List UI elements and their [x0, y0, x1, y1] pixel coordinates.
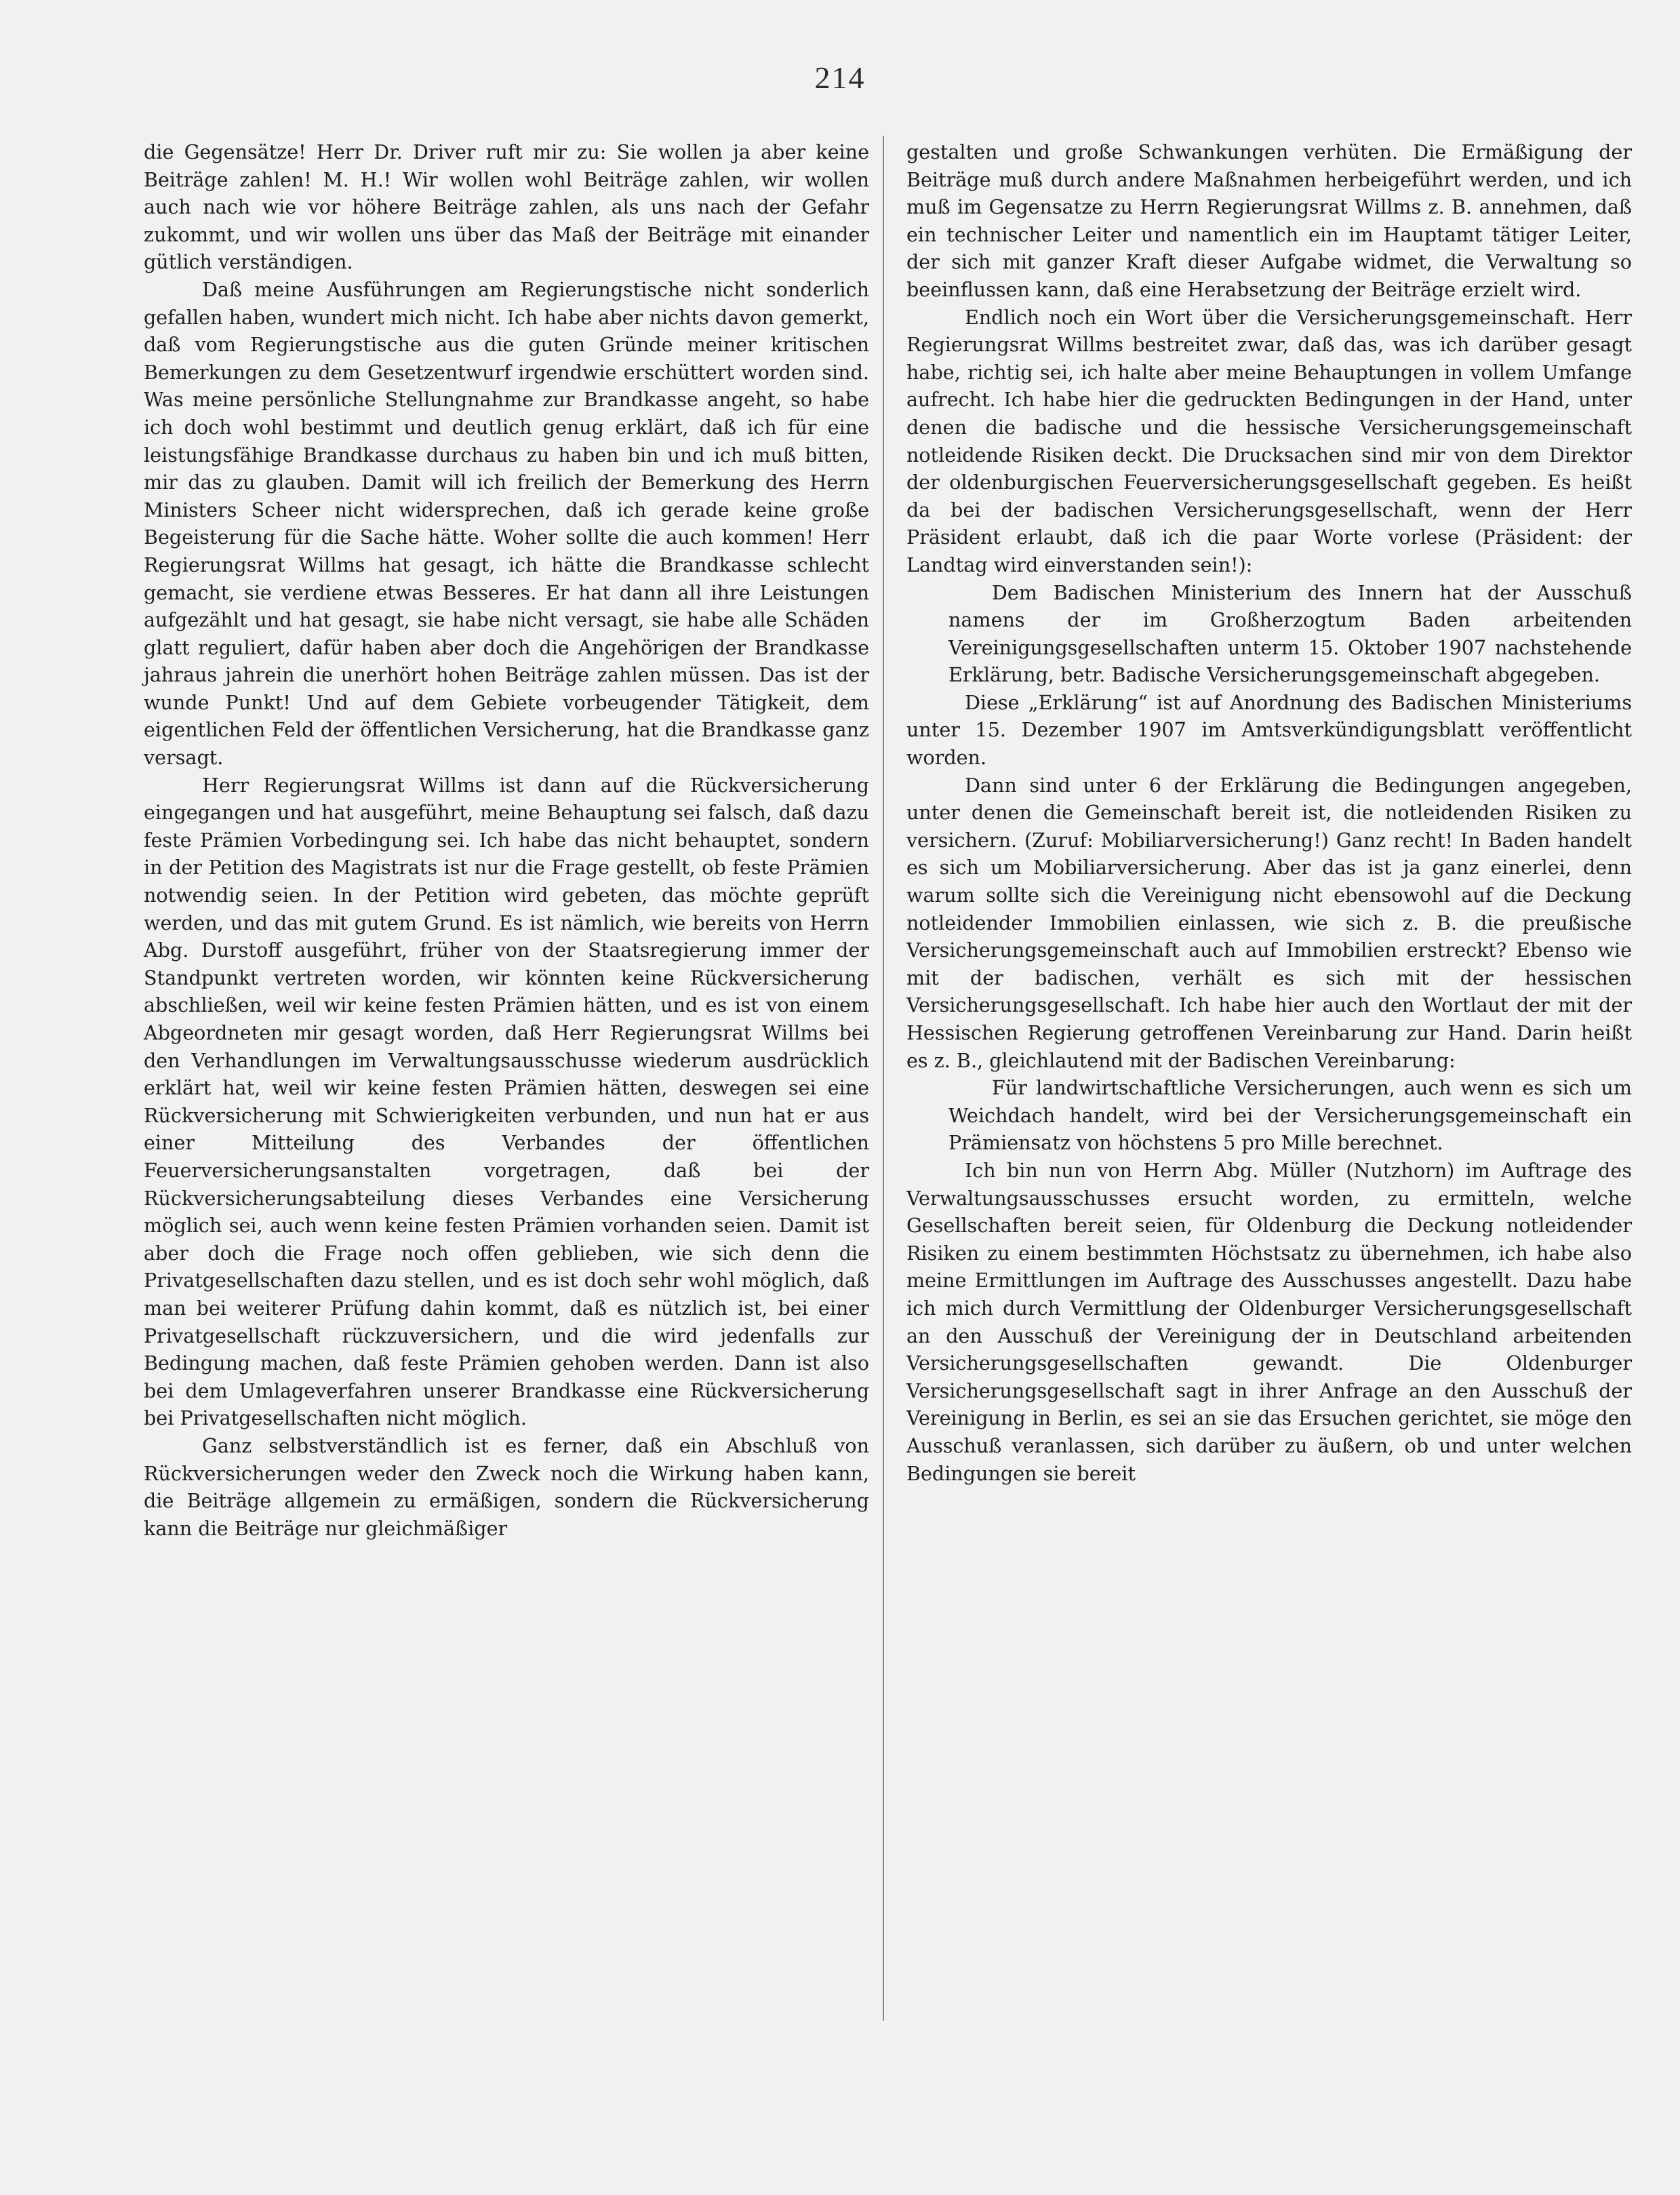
quoted-paragraph: Dem Badischen Ministerium des Innern hat der Ausschuß namens der im Großherzogtum Baden arbeitenden Vereinigungsgesellschaften unterm 15. Oktober 1907 nachstehende Erklärung, betr. Badische Versicherungsgemeinschaft abgegeben. [948, 580, 1632, 687]
paragraph: Dann sind unter 6 der Erklärung die Bedingungen angegeben, unter denen die Gemeinschaft bereit ist, die notleidenden Risiken zu versichern. (Zuruf: Mobiliarversicherung!) Ganz recht! In Baden handelt es sich um Mobiliarversicherung. Aber das ist ja ganz einerlei, denn warum sollte sich die Vereinigung nicht ebensowohl auf die Deckung notleidender Immobilien einlassen, wie sich z. B. die preußische Versicherungsgemeinschaft auch auf Immobilien erstreckt? Ebenso wie mit der badischen, verhält es sich mit der hessischen Versicherungsgesellschaft. Ich habe hier auch den Wortlaut der mit der Hessischen Regierung getroffenen Vereinbarung zur Hand. Darin heißt es z. B., gleichlautend mit der Badischen Vereinbarung: [906, 773, 1632, 1072]
paragraph: Endlich noch ein Wort über die Versicherungsgemeinschaft. Herr Regierungsrat Willms bestreitet zwar, daß das, was ich darüber gesagt habe, richtig sei, ich halte aber meine Behauptungen in vollem Umfange aufrecht. Ich habe hier die gedruckten Bedingungen in der Hand, unter denen die badische und die hessische Versicherungsgemeinschaft notleidende Risiken deckt. Die Drucksachen sind mir von dem Direktor der oldenburgischen Feuerversicherungsgesellschaft gegeben. Es heißt da bei der badischen Versicherungsgesellschaft, wenn der Herr Präsident erlaubt, daß ich die paar Worte vorlese (Präsident: der Landtag wird einverstanden sein!): [906, 305, 1632, 576]
quoted-paragraph: Für landwirtschaftliche Versicherungen, auch wenn es sich um Weichdach handelt, wird bei der Versicherungsgemeinschaft ein Prämiensatz von höchstens 5 pro Mille berechnet. [948, 1076, 1632, 1155]
left-text-column [144, 138, 869, 1542]
paragraph: Herr Regierungsrat Willms ist dann auf die Rückversicherung eingegangen und hat ausgeführt, meine Behauptung sei falsch, daß dazu feste Prämien Vorbedingung sei. Ich habe das nicht behauptet, sondern in der Petition des Magistrats ist nur die Frage gestellt, ob feste Prämien notwendig seien. In der Petition wird gebeten, das möchte geprüft werden, und das mit gutem Grund. Es ist nämlich, wie bereits von Herrn Abg. Durstoff ausgeführt, früher von der Staatsregierung immer der Standpunkt vertreten worden, wir könnten keine Rückversicherung abschließen, weil wir keine festen Prämien hätten, und es ist von einem Abgeordneten mir gesagt worden, daß Herr Regierungsrat Willms bei den Verhandlungen im Verwaltungsausschusse wiederum ausdrücklich erklärt hat, weil wir keine festen Prämien hätten, deswegen sei eine Rückversicherung mit Schwierigkeiten verbunden, und nun hat er aus einer Mitteilung des Verbandes der öffentlichen Feuerversicherungsanstalten vorgetragen, daß bei der Rückversicherungsabteilung dieses Verbandes eine Versicherung möglich sei, auch wenn keine festen Prämien vorhanden seien. Damit ist aber doch die Frage noch offen geblieben, wie sich denn die Privatgesellschaften dazu stellen, und es ist doch sehr wohl möglich, daß man bei weiterer Prüfung dahin kommt, daß es nützlich ist, bei einer Privatgesellschaft rückzuversichern, und die wird jedenfalls zur Bedingung machen, daß feste Prämien gehoben werden. Dann ist also bei dem Umlageverfahren unserer Brandkasse eine Rückversicherung bei Privatgesellschaften nicht möglich. [144, 773, 869, 1430]
paragraph: Ganz selbstverständlich ist es ferner, daß ein Abschluß von Rückversicherungen weder den Zweck noch die Wirkung haben kann, die Beiträge allgemein zu ermäßigen, sondern die Rückversicherung kann die Beiträge nur gleichmäßiger [144, 1433, 869, 1540]
paragraph: die Gegensätze! Herr Dr. Driver ruft mir zu: Sie wollen ja aber keine Beiträge zahlen! M. H.! Wir wollen wohl Beiträge zahlen, wir wollen auch nach wie vor höhere Beiträge zahlen, als uns nach der Gefahr zukommt, und wir wollen uns über das Maß der Beiträge mit einander gütlich verständigen. [144, 140, 869, 274]
paragraph: Diese „Erklärung“ ist auf Anordnung des Badischen Ministeriums unter 15. Dezember 1907 im Amtsverkündigungsblatt veröffentlicht worden. [906, 690, 1632, 770]
paragraph: gestalten und große Schwankungen verhüten. Die Ermäßigung der Beiträge muß durch andere Maßnahmen herbeigeführt werden, und ich muß im Gegensatze zu Herrn Regierungsrat Willms z. B. annehmen, daß ein technischer Leiter und namentlich ein im Hauptamt tätiger Leiter, der sich mit ganzer Kraft dieser Aufgabe widmet, die Verwaltung so beeinflussen kann, daß eine Herabsetzung der Beiträge erzielt wird. [906, 140, 1632, 301]
column-divider [883, 136, 884, 2021]
page-number: 214 [814, 60, 866, 95]
paragraph: Daß meine Ausführungen am Regierungstische nicht sonderlich gefallen haben, wundert mich nicht. Ich habe aber nichts davon gemerkt, daß vom Regierungstische aus die guten Gründe meiner kritischen Bemerkungen zu dem Gesetzentwurf irgendwie erschüttert worden sind. Was meine persönliche Stellungnahme zur Brandkasse angeht, so habe ich doch wohl bestimmt und deutlich genug erklärt, daß ich für eine leistungsfähige Brandkasse durchaus zu haben bin und ich muß bitten, mir das zu glauben. Damit will ich freilich der Bemerkung des Herrn Ministers Scheer nicht widersprechen, daß ich gerade keine große Begeisterung für die Sache hätte. Woher sollte die auch kommen! Herr Regierungsrat Willms hat gesagt, ich hätte die Brandkasse schlecht gemacht, sie verdiene etwas Besseres. Er hat dann all ihre Leistungen aufgezählt und hat gesagt, sie habe nicht versagt, sie habe alle Schäden glatt reguliert, dafür haben aber doch die Angehörigen der Brandkasse jahraus jahrein die unerhört hohen Beiträge zahlen müssen. Das ist der wunde Punkt! Und auf dem Gebiete vorbeugender Tätigkeit, dem eigentlichen Feld der öffentlichen Versicherung, hat die Brandkasse ganz versagt. [144, 277, 869, 770]
paragraph: Ich bin nun von Herrn Abg. Müller (Nutzhorn) im Auftrage des Verwaltungsausschusses ersucht worden, zu ermitteln, welche Gesellschaften bereit seien, für Oldenburg die Deckung notleidender Risiken zu einem bestimmten Höchstsatz zu übernehmen, ich habe also meine Ermittlungen im Auftrage des Ausschusses angestellt. Dazu habe ich mich durch Vermittlung der Oldenburger Versicherungsgesellschaft an den Ausschuß der Vereinigung der in Deutschland arbeitenden Versicherungsgesellschaften gewandt. Die Oldenburger Versicherungsgesellschaft sagt in ihrer Anfrage an den Ausschuß der Vereinigung in Berlin, es sei an sie das Ersuchen gerichtet, sie möge den Ausschuß veranlassen, sich darüber zu äußern, ob und unter welchen Bedingungen sie bereit [906, 1158, 1632, 1485]
right-text-column [906, 138, 1632, 1487]
